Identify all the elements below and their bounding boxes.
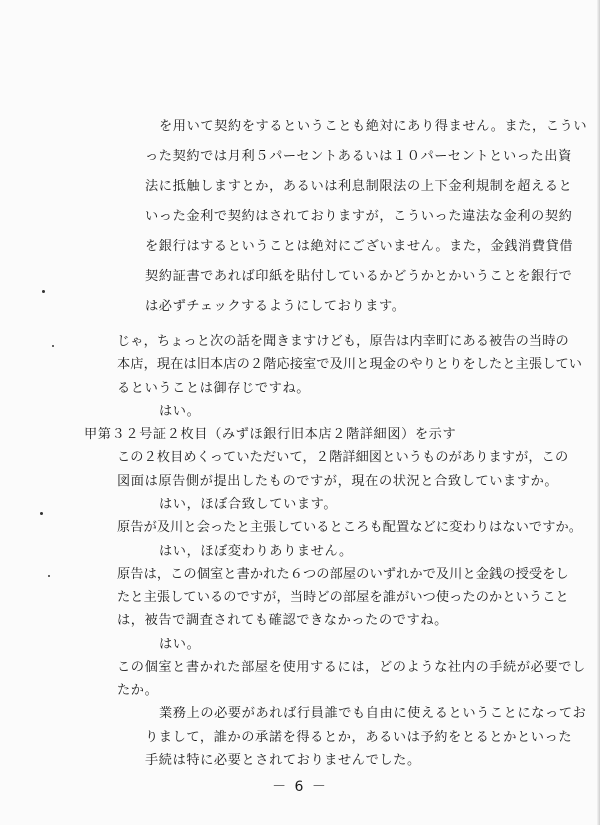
text-line: はい，ほぼ変わりありません。 [159,544,353,559]
text-line: を用いて契約をするということも絶対にあり得ません。また，こうい [159,119,588,134]
text-line: 原告は，この個室と書かれた６つの部屋のいずれかで及川と金銭の授受をし [117,567,569,582]
exhibit-heading: 甲第３２号証２枚目（みずほ銀行旧本店２階詳細図）を示す [84,427,457,442]
text-line: はい，ほぼ合致しています。 [159,497,338,512]
page-number: － 6 － [272,779,328,795]
text-line: はい。 [159,637,201,652]
text-line: 法に抵触しますとか，あるいは利息制限法の上下金利規制を超えると [145,179,573,194]
text-line: たと主張しているのですが，当時どの部屋を誰がいつ使ったのかということ [117,590,569,605]
scan-speck [40,512,43,515]
text-line: この個室と書かれた部屋を使用するには，どのような社内の手続が必要でし [117,660,586,675]
text-line: たか。 [117,683,159,698]
text-line: は，被告で調査されても確認できなかったのですね。 [117,613,448,628]
text-line: 契約証書であれば印紙を貼付しているかどうかとかいうことを銀行で [145,269,573,284]
text-line: 図面は原告側が提出したものですが，現在の状況と合致していますか。 [117,474,559,489]
text-line: を銀行はするということは絶対にございません。また，金銭消費貸借 [145,239,574,254]
text-line: じゃ，ちょっと次の話を聞きますけども，原告は内幸町にある被告の当時の [117,334,569,349]
text-line: 本店，現在は旧本店の２階応接室で及川と現金のやりとりをしたと主張してい [117,357,583,372]
scan-speck [48,575,50,577]
text-line: 業務上の必要があれば行員誰でも自由に使えるということになってお [159,706,587,721]
text-line: この２枚目めくっていただいて，２階詳細図というものがありますが，この [117,450,569,465]
text-line: はい。 [159,404,201,419]
scan-speck [42,290,45,293]
text-line: りまして，誰かの承諾を得るとか，あるいは予約をとるとかといった [145,730,573,745]
text-line: った契約では月利５パーセントあるいは１０パーセントといった出資 [145,149,572,164]
scan-speck [52,345,54,347]
text-line: いった金利で契約はされておりますが，こういった違法な金利の契約 [145,209,573,224]
text-line: 手続は特に必要とされておりませんでした。 [145,753,421,768]
text-line: るということは御存じですね。 [117,381,311,396]
text-line: 原告が及川と会ったと主張しているところも配置などに変わりはないですか。 [117,520,583,535]
text-line: は必ずチェックするようにしております。 [145,299,406,314]
